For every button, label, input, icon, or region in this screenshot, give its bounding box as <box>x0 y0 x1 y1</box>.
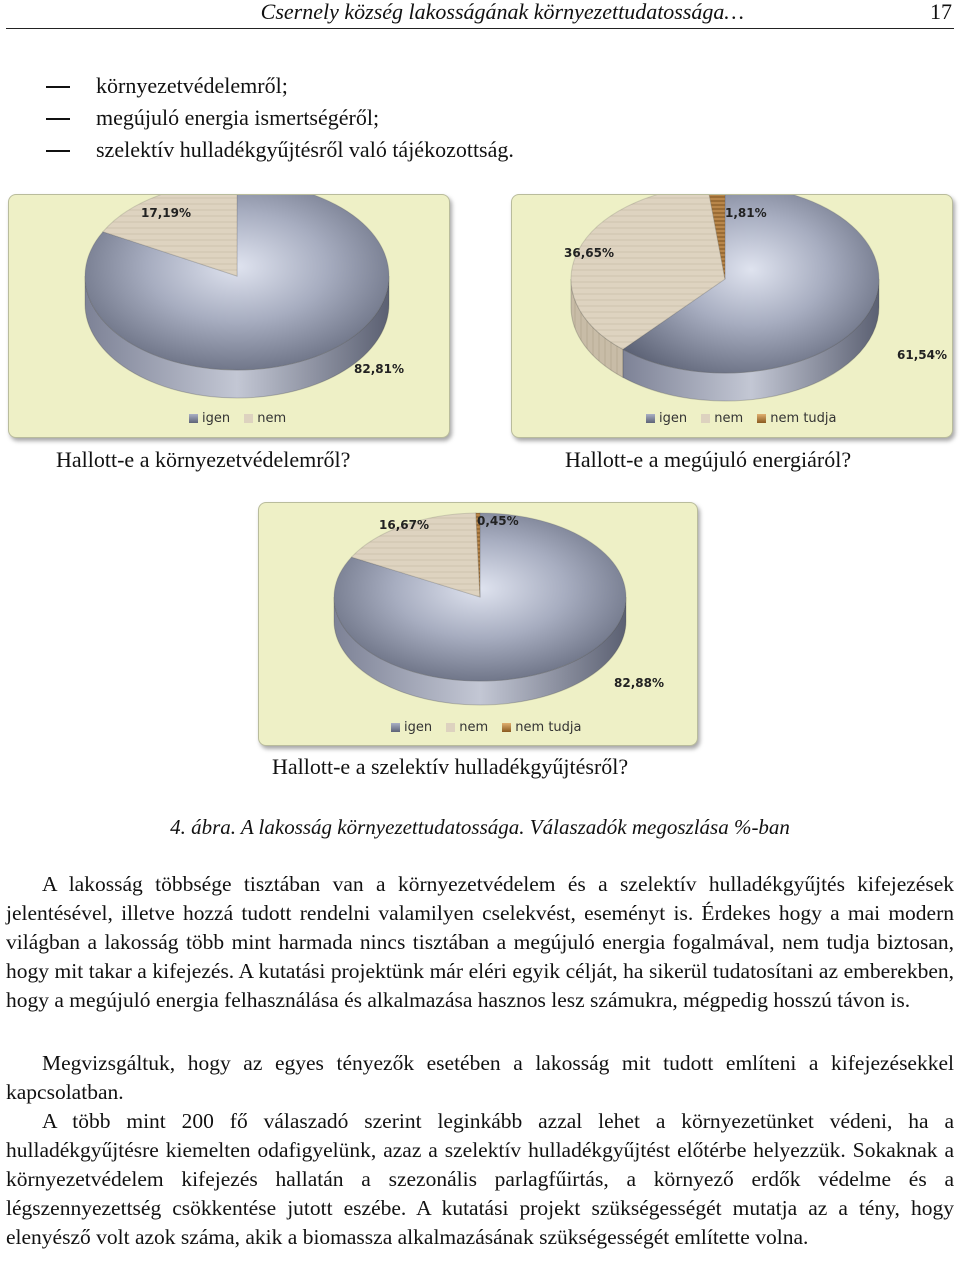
legend-item-nem <box>701 411 743 426</box>
legend-label: nem tudja <box>515 720 582 735</box>
data-label: 82,81% <box>354 362 404 376</box>
data-label: 17,19% <box>141 206 191 220</box>
chart-legend <box>391 720 592 735</box>
chart-caption: Hallott-e a környezetvédelemről? <box>56 447 351 472</box>
legend-swatch <box>244 414 253 423</box>
chart-legend <box>189 411 296 426</box>
body-paragraph: A lakosság többsége tisztában van a környezetvédelem és a szelektív hulladékgyűjtés kifejezések jelentésével, illetve hozzá tudott rendelni valamilyen cselekvést, eseményt is. Érdekes hogy a mai modern világban a lakosság több mint harmada nincs tisztában a megújuló energia fogalmával, nem tudja biztosan, hogy mit takar a kifejezés. A kutatási projektünk már eléri egyik célját, ha sikerül tudatosítani az emberekben, hogy a megújuló energia felhasználása és alkalmazása hasznos lesz számukra, mégpedig hosszú távon is. <box>6 872 954 1012</box>
pie-chart-megujulo-energia <box>511 194 953 438</box>
legend-label: nem <box>459 720 489 735</box>
page-header <box>6 0 954 29</box>
pie-plot <box>9 195 449 437</box>
legend-item-igen <box>189 411 230 426</box>
body-paragraph: A több mint 200 fő válaszadó szerint leginkább azzal lehet a környezetünket védeni, ha a hulladékgyűjtésre kiemelten odafigyelünk, azaz a szelektív hulladékgyűjtést előtérbe helyezzük. Sokaknak a környezetvédelem kifejezés hallatán a szezonális parlagfűirtás, a környező erdők védelme és a légszennyezettség csökkentése jutott eszébe. A kutatási projekt szükségességét mutatja az a tény, hogy elenyésző volt azok száma, akik a biomassza alkalmazásának szükségességét említette volna. <box>6 1109 954 1249</box>
legend-item-nem <box>446 720 488 735</box>
legend-swatch <box>189 414 198 423</box>
topic-list <box>46 70 514 166</box>
legend-swatch <box>757 414 766 423</box>
legend-item-igen <box>391 720 432 735</box>
legend-item-nem <box>244 411 286 426</box>
legend-item-nem-tudja <box>757 411 836 426</box>
legend-swatch <box>391 723 400 732</box>
list-item: megújuló energia ismertségéről; <box>46 102 514 134</box>
data-label: 0,45% <box>477 514 519 528</box>
legend-swatch <box>446 723 455 732</box>
legend-label: igen <box>659 411 688 426</box>
list-item: környezetvédelemről; <box>46 70 514 102</box>
pie-plot <box>259 503 697 745</box>
chart-caption: Hallott-e a megújuló energiáról? <box>565 447 852 472</box>
legend-label: nem <box>257 411 287 426</box>
data-label: 82,88% <box>614 676 664 690</box>
legend-label: nem tudja <box>770 411 837 426</box>
legend-swatch <box>502 723 511 732</box>
legend-item-nem-tudja <box>502 720 581 735</box>
data-label: 61,54% <box>897 348 947 362</box>
body-paragraph: Megvizsgáltuk, hogy az egyes tényezők esetében a lakosság mit tudott említeni a kifejezésekkel kapcsolatban. <box>6 1051 954 1104</box>
data-label: 36,65% <box>564 246 614 260</box>
legend-label: igen <box>202 411 231 426</box>
page-number: 17 <box>930 0 952 24</box>
chart-caption: Hallott-e a szelektív hulladékgyűjtésről? <box>272 754 629 779</box>
legend-label: nem <box>714 411 744 426</box>
list-item: szelektív hulladékgyűjtésről való tájékozottság. <box>46 134 514 166</box>
data-label: 16,67% <box>379 518 429 532</box>
figure-caption: 4. ábra. A lakosság környezettudatossága. Válaszadók megoszlása %-ban <box>170 815 790 839</box>
pie-chart-szelektiv-hulladekgyujtes <box>258 502 698 746</box>
legend-label: igen <box>404 720 433 735</box>
running-title: Csernely község lakosságának környezettudatossága… <box>260 0 744 24</box>
data-label: 1,81% <box>725 206 767 220</box>
legend-swatch <box>701 414 710 423</box>
pie-chart-kornyezetvedelem <box>8 194 450 438</box>
pie-plot <box>512 195 952 437</box>
chart-legend <box>646 411 847 426</box>
legend-swatch <box>646 414 655 423</box>
legend-item-igen <box>646 411 687 426</box>
